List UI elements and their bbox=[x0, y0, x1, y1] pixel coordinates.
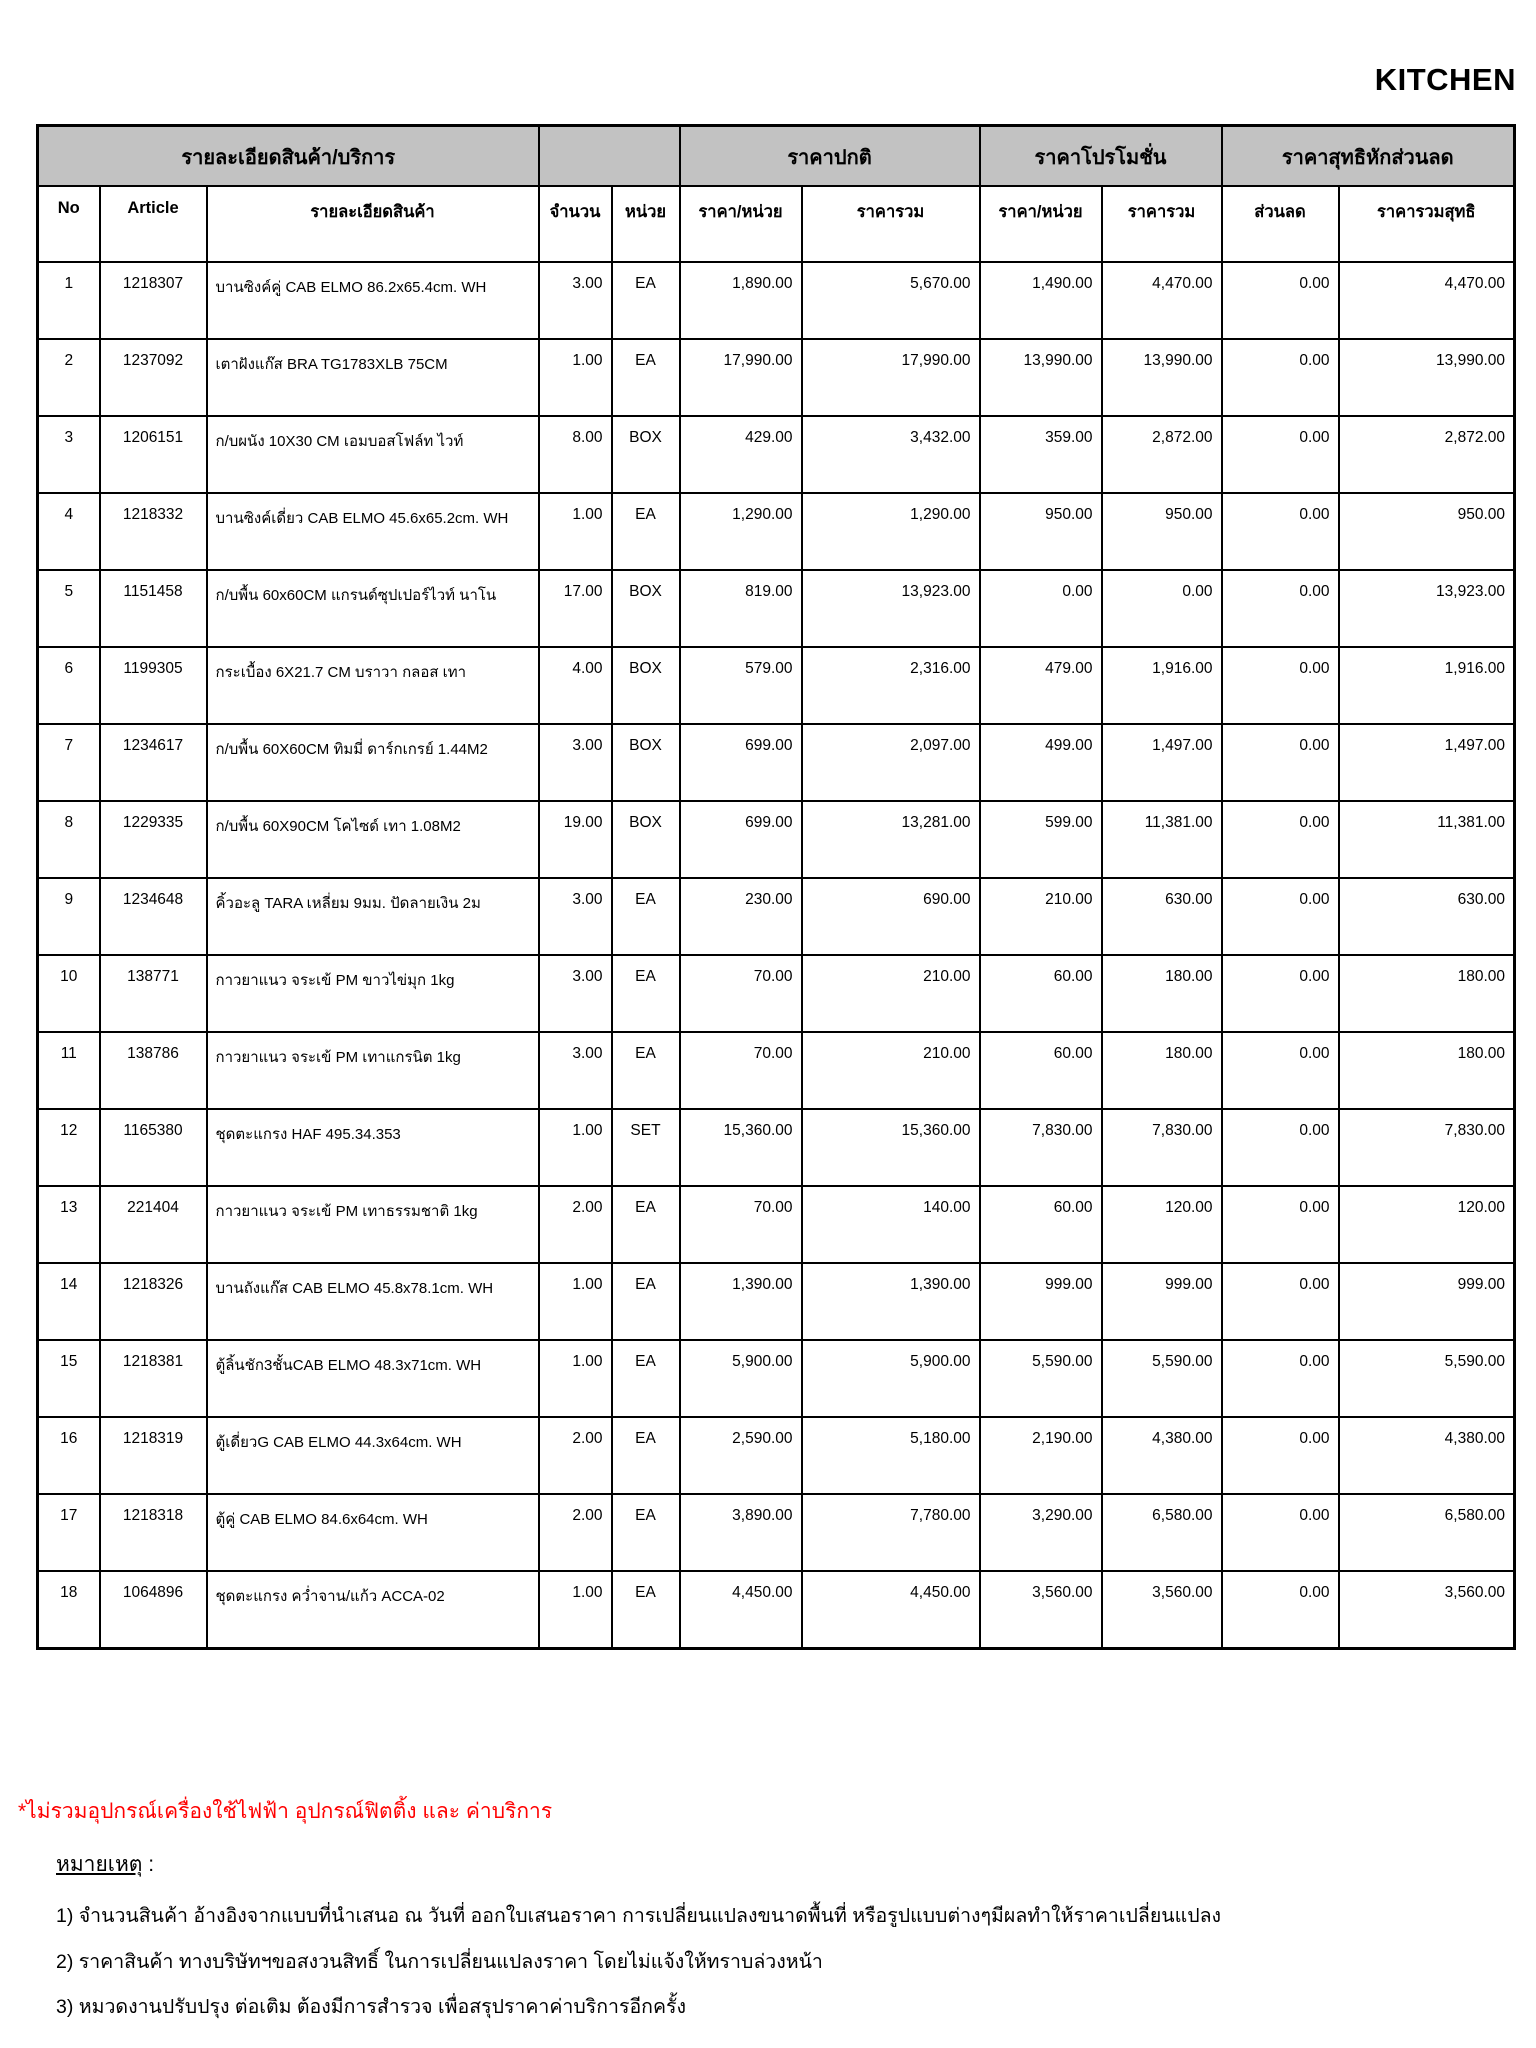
cell-normal-unit: 230.00 bbox=[680, 878, 802, 955]
cell-normal-total: 15,360.00 bbox=[802, 1109, 980, 1186]
cell-promo-total: 7,830.00 bbox=[1102, 1109, 1222, 1186]
cell-no: 17 bbox=[38, 1494, 100, 1571]
cell-normal-total: 210.00 bbox=[802, 955, 980, 1032]
cell-no: 12 bbox=[38, 1109, 100, 1186]
cell-qty: 3.00 bbox=[539, 878, 612, 955]
cell-article: 1218326 bbox=[100, 1263, 207, 1340]
page-title: KITCHEN bbox=[1374, 62, 1516, 97]
group-header-net-price: ราคาสุทธิหักส่วนลด bbox=[1222, 126, 1515, 187]
cell-article: 1218318 bbox=[100, 1494, 207, 1571]
cell-qty: 4.00 bbox=[539, 647, 612, 724]
cell-unit: EA bbox=[612, 955, 680, 1032]
quotation-table bbox=[36, 124, 1516, 1650]
cell-description: กาวยาแนว จระเข้ PM เทาแกรนิต 1kg bbox=[207, 1032, 539, 1109]
cell-promo-total: 1,916.00 bbox=[1102, 647, 1222, 724]
cell-discount: 0.00 bbox=[1222, 1109, 1339, 1186]
cell-qty: 3.00 bbox=[539, 724, 612, 801]
cell-promo-unit: 60.00 bbox=[980, 1186, 1102, 1263]
cell-net-total: 180.00 bbox=[1339, 955, 1515, 1032]
table-row bbox=[38, 1032, 1515, 1109]
cell-net-total: 630.00 bbox=[1339, 878, 1515, 955]
cell-promo-total: 13,990.00 bbox=[1102, 339, 1222, 416]
column-header-description: รายละเอียดสินค้า bbox=[207, 186, 539, 262]
table-row bbox=[38, 1263, 1515, 1340]
cell-no: 8 bbox=[38, 801, 100, 878]
cell-article: 1218332 bbox=[100, 493, 207, 570]
cell-normal-unit: 699.00 bbox=[680, 724, 802, 801]
cell-unit: EA bbox=[612, 1417, 680, 1494]
cell-normal-total: 1,390.00 bbox=[802, 1263, 980, 1340]
cell-promo-unit: 3,290.00 bbox=[980, 1494, 1102, 1571]
remark-heading bbox=[56, 1848, 154, 1881]
remark-item-1: 1) จำนวนสินค้า อ้างอิงจากแบบที่นำเสนอ ณ วันที่ ออกใบเสนอราคา การเปลี่ยนแปลงขนาดพื้นที่ หรือรูปแบบต่างๆมีผลทำให้ราคาเปลี่ยนแปลง bbox=[56, 1905, 1222, 1927]
cell-net-total: 11,381.00 bbox=[1339, 801, 1515, 878]
cell-normal-unit: 429.00 bbox=[680, 416, 802, 493]
cell-normal-unit: 4,450.00 bbox=[680, 1571, 802, 1649]
cell-promo-unit: 2,190.00 bbox=[980, 1417, 1102, 1494]
cell-normal-total: 5,670.00 bbox=[802, 262, 980, 339]
cell-promo-unit: 599.00 bbox=[980, 801, 1102, 878]
column-header-normal-total: ราคารวม bbox=[802, 186, 980, 262]
cell-unit: EA bbox=[612, 262, 680, 339]
cell-promo-unit: 359.00 bbox=[980, 416, 1102, 493]
cell-normal-unit: 5,900.00 bbox=[680, 1340, 802, 1417]
cell-qty: 8.00 bbox=[539, 416, 612, 493]
cell-promo-total: 4,470.00 bbox=[1102, 262, 1222, 339]
cell-unit: EA bbox=[612, 339, 680, 416]
cell-normal-unit: 1,390.00 bbox=[680, 1263, 802, 1340]
cell-net-total: 7,830.00 bbox=[1339, 1109, 1515, 1186]
column-header-normal-unit-price: ราคา/หน่วย bbox=[680, 186, 802, 262]
cell-promo-total: 1,497.00 bbox=[1102, 724, 1222, 801]
cell-no: 11 bbox=[38, 1032, 100, 1109]
cell-qty: 1.00 bbox=[539, 1571, 612, 1649]
cell-no: 6 bbox=[38, 647, 100, 724]
column-header-article: Article bbox=[100, 186, 207, 262]
cell-unit: EA bbox=[612, 1186, 680, 1263]
cell-discount: 0.00 bbox=[1222, 955, 1339, 1032]
cell-promo-unit: 5,590.00 bbox=[980, 1340, 1102, 1417]
cell-normal-unit: 2,590.00 bbox=[680, 1417, 802, 1494]
cell-normal-unit: 15,360.00 bbox=[680, 1109, 802, 1186]
cell-no: 4 bbox=[38, 493, 100, 570]
cell-discount: 0.00 bbox=[1222, 647, 1339, 724]
cell-promo-unit: 0.00 bbox=[980, 570, 1102, 647]
cell-net-total: 4,470.00 bbox=[1339, 262, 1515, 339]
cell-description: ตู้เดี่ยวG CAB ELMO 44.3x64cm. WH bbox=[207, 1417, 539, 1494]
remark-item-3: 3) หมวดงานปรับปรุง ต่อเติม ต้องมีการสำรวจ เพื่อสรุปราคาค่าบริการอีกครั้ง bbox=[56, 1996, 687, 2018]
group-header-promo-price: ราคาโปรโมชั่น bbox=[980, 126, 1222, 187]
cell-promo-total: 2,872.00 bbox=[1102, 416, 1222, 493]
cell-net-total: 6,580.00 bbox=[1339, 1494, 1515, 1571]
cell-promo-unit: 210.00 bbox=[980, 878, 1102, 955]
cell-normal-total: 13,923.00 bbox=[802, 570, 980, 647]
cell-description: ชุดตะแกรง คว่ำจาน/แก้ว ACCA-02 bbox=[207, 1571, 539, 1649]
cell-net-total: 950.00 bbox=[1339, 493, 1515, 570]
cell-qty: 3.00 bbox=[539, 1032, 612, 1109]
cell-article: 1229335 bbox=[100, 801, 207, 878]
cell-qty: 2.00 bbox=[539, 1417, 612, 1494]
cell-discount: 0.00 bbox=[1222, 416, 1339, 493]
group-header-normal-price: ราคาปกติ bbox=[680, 126, 980, 187]
cell-net-total: 5,590.00 bbox=[1339, 1340, 1515, 1417]
cell-no: 9 bbox=[38, 878, 100, 955]
cell-discount: 0.00 bbox=[1222, 878, 1339, 955]
cell-unit: BOX bbox=[612, 647, 680, 724]
cell-promo-unit: 60.00 bbox=[980, 1032, 1102, 1109]
cell-normal-total: 4,450.00 bbox=[802, 1571, 980, 1649]
table-row bbox=[38, 1340, 1515, 1417]
cell-description: ตู้คู่ CAB ELMO 84.6x64cm. WH bbox=[207, 1494, 539, 1571]
cell-promo-unit: 13,990.00 bbox=[980, 339, 1102, 416]
table-row bbox=[38, 339, 1515, 416]
cell-description: บานซิงค์เดี่ยว CAB ELMO 45.6x65.2cm. WH bbox=[207, 493, 539, 570]
cell-promo-total: 6,580.00 bbox=[1102, 1494, 1222, 1571]
cell-description: กระเบื้อง 6X21.7 CM บราวา กลอส เทา bbox=[207, 647, 539, 724]
cell-discount: 0.00 bbox=[1222, 724, 1339, 801]
group-header-spacer bbox=[539, 126, 680, 187]
cell-normal-unit: 3,890.00 bbox=[680, 1494, 802, 1571]
table-row bbox=[38, 801, 1515, 878]
cell-promo-total: 180.00 bbox=[1102, 1032, 1222, 1109]
cell-article: 1237092 bbox=[100, 339, 207, 416]
cell-unit: EA bbox=[612, 1571, 680, 1649]
cell-no: 14 bbox=[38, 1263, 100, 1340]
cell-normal-unit: 699.00 bbox=[680, 801, 802, 878]
remark-colon: : bbox=[142, 1853, 155, 1876]
cell-qty: 19.00 bbox=[539, 801, 612, 878]
cell-no: 1 bbox=[38, 262, 100, 339]
column-header-net-total: ราคารวมสุทธิ bbox=[1339, 186, 1515, 262]
cell-no: 13 bbox=[38, 1186, 100, 1263]
exclusion-note: *ไม่รวมอุปกรณ์เครื่องใช้ไฟฟ้า อุปกรณ์ฟิตติ้ง และ ค่าบริการ bbox=[18, 1800, 553, 1823]
cell-article: 1151458 bbox=[100, 570, 207, 647]
cell-promo-total: 11,381.00 bbox=[1102, 801, 1222, 878]
cell-normal-total: 13,281.00 bbox=[802, 801, 980, 878]
column-header-no: No bbox=[38, 186, 100, 262]
cell-net-total: 120.00 bbox=[1339, 1186, 1515, 1263]
cell-discount: 0.00 bbox=[1222, 1571, 1339, 1649]
table-row bbox=[38, 1186, 1515, 1263]
cell-unit: EA bbox=[612, 1263, 680, 1340]
cell-qty: 2.00 bbox=[539, 1494, 612, 1571]
cell-normal-total: 5,900.00 bbox=[802, 1340, 980, 1417]
cell-description: กาวยาแนว จระเข้ PM ขาวไข่มุก 1kg bbox=[207, 955, 539, 1032]
table-row bbox=[38, 878, 1515, 955]
cell-description: คิ้วอะลู TARA เหลี่ยม 9มม. ปัดลายเงิน 2ม bbox=[207, 878, 539, 955]
table-row bbox=[38, 1109, 1515, 1186]
cell-unit: EA bbox=[612, 1340, 680, 1417]
cell-qty: 1.00 bbox=[539, 1263, 612, 1340]
cell-no: 16 bbox=[38, 1417, 100, 1494]
cell-net-total: 4,380.00 bbox=[1339, 1417, 1515, 1494]
cell-unit: BOX bbox=[612, 724, 680, 801]
cell-unit: BOX bbox=[612, 416, 680, 493]
table-row bbox=[38, 416, 1515, 493]
cell-discount: 0.00 bbox=[1222, 1032, 1339, 1109]
table-row bbox=[38, 647, 1515, 724]
cell-promo-unit: 950.00 bbox=[980, 493, 1102, 570]
cell-normal-unit: 17,990.00 bbox=[680, 339, 802, 416]
cell-promo-unit: 3,560.00 bbox=[980, 1571, 1102, 1649]
cell-qty: 3.00 bbox=[539, 955, 612, 1032]
cell-qty: 17.00 bbox=[539, 570, 612, 647]
cell-qty: 2.00 bbox=[539, 1186, 612, 1263]
cell-qty: 1.00 bbox=[539, 1340, 612, 1417]
cell-promo-unit: 999.00 bbox=[980, 1263, 1102, 1340]
cell-normal-total: 3,432.00 bbox=[802, 416, 980, 493]
cell-normal-total: 2,316.00 bbox=[802, 647, 980, 724]
table-row bbox=[38, 1571, 1515, 1649]
cell-no: 5 bbox=[38, 570, 100, 647]
cell-qty: 1.00 bbox=[539, 493, 612, 570]
cell-no: 18 bbox=[38, 1571, 100, 1649]
table-row bbox=[38, 493, 1515, 570]
cell-article: 1064896 bbox=[100, 1571, 207, 1649]
cell-no: 7 bbox=[38, 724, 100, 801]
column-header-discount: ส่วนลด bbox=[1222, 186, 1339, 262]
cell-unit: SET bbox=[612, 1109, 680, 1186]
column-header-row bbox=[38, 186, 1515, 262]
cell-promo-total: 4,380.00 bbox=[1102, 1417, 1222, 1494]
remark-label: หมายเหตุ bbox=[56, 1853, 143, 1876]
table-row bbox=[38, 955, 1515, 1032]
cell-unit: EA bbox=[612, 878, 680, 955]
cell-normal-unit: 1,290.00 bbox=[680, 493, 802, 570]
cell-discount: 0.00 bbox=[1222, 801, 1339, 878]
cell-discount: 0.00 bbox=[1222, 339, 1339, 416]
cell-normal-unit: 819.00 bbox=[680, 570, 802, 647]
cell-discount: 0.00 bbox=[1222, 262, 1339, 339]
cell-promo-unit: 479.00 bbox=[980, 647, 1102, 724]
cell-description: ก/บพื้น 60X60CM ทิมมี่ ดาร์กเกรย์ 1.44M2 bbox=[207, 724, 539, 801]
table-body bbox=[38, 262, 1515, 1649]
cell-unit: BOX bbox=[612, 801, 680, 878]
cell-normal-unit: 579.00 bbox=[680, 647, 802, 724]
cell-description: ก/บผนัง 10X30 CM เอมบอสโฟล์ท ไวท์ bbox=[207, 416, 539, 493]
cell-discount: 0.00 bbox=[1222, 570, 1339, 647]
cell-net-total: 2,872.00 bbox=[1339, 416, 1515, 493]
cell-article: 138786 bbox=[100, 1032, 207, 1109]
cell-discount: 0.00 bbox=[1222, 1417, 1339, 1494]
cell-net-total: 13,923.00 bbox=[1339, 570, 1515, 647]
cell-description: ก/บพื้น 60x60CM แกรนด์ซุปเปอร์ไวท์ นาโน bbox=[207, 570, 539, 647]
column-header-unit: หน่วย bbox=[612, 186, 680, 262]
cell-promo-unit: 499.00 bbox=[980, 724, 1102, 801]
cell-description: เตาฝังแก๊ส BRA TG1783XLB 75CM bbox=[207, 339, 539, 416]
cell-normal-total: 1,290.00 bbox=[802, 493, 980, 570]
cell-promo-total: 3,560.00 bbox=[1102, 1571, 1222, 1649]
table-row bbox=[38, 724, 1515, 801]
cell-qty: 1.00 bbox=[539, 339, 612, 416]
cell-article: 1218319 bbox=[100, 1417, 207, 1494]
cell-discount: 0.00 bbox=[1222, 493, 1339, 570]
cell-discount: 0.00 bbox=[1222, 1186, 1339, 1263]
column-header-qty: จำนวน bbox=[539, 186, 612, 262]
cell-normal-total: 17,990.00 bbox=[802, 339, 980, 416]
cell-normal-total: 690.00 bbox=[802, 878, 980, 955]
cell-article: 1206151 bbox=[100, 416, 207, 493]
cell-description: ตู้ลิ้นชัก3ชั้นCAB ELMO 48.3x71cm. WH bbox=[207, 1340, 539, 1417]
cell-net-total: 13,990.00 bbox=[1339, 339, 1515, 416]
cell-net-total: 999.00 bbox=[1339, 1263, 1515, 1340]
cell-article: 221404 bbox=[100, 1186, 207, 1263]
cell-promo-total: 180.00 bbox=[1102, 955, 1222, 1032]
cell-no: 15 bbox=[38, 1340, 100, 1417]
cell-qty: 1.00 bbox=[539, 1109, 612, 1186]
cell-no: 3 bbox=[38, 416, 100, 493]
cell-net-total: 3,560.00 bbox=[1339, 1571, 1515, 1649]
cell-description: ชุดตะแกรง HAF 495.34.353 bbox=[207, 1109, 539, 1186]
cell-unit: BOX bbox=[612, 570, 680, 647]
cell-promo-total: 5,590.00 bbox=[1102, 1340, 1222, 1417]
cell-article: 1199305 bbox=[100, 647, 207, 724]
cell-promo-unit: 7,830.00 bbox=[980, 1109, 1102, 1186]
group-header-row bbox=[38, 126, 1515, 187]
table-row bbox=[38, 1494, 1515, 1571]
cell-article: 1218381 bbox=[100, 1340, 207, 1417]
cell-normal-total: 210.00 bbox=[802, 1032, 980, 1109]
cell-description: กาวยาแนว จระเข้ PM เทาธรรมชาติ 1kg bbox=[207, 1186, 539, 1263]
column-header-promo-unit-price: ราคา/หน่วย bbox=[980, 186, 1102, 262]
table-row bbox=[38, 1417, 1515, 1494]
cell-normal-total: 5,180.00 bbox=[802, 1417, 980, 1494]
cell-promo-total: 950.00 bbox=[1102, 493, 1222, 570]
column-header-promo-total: ราคารวม bbox=[1102, 186, 1222, 262]
table-row bbox=[38, 262, 1515, 339]
cell-discount: 0.00 bbox=[1222, 1263, 1339, 1340]
cell-normal-total: 7,780.00 bbox=[802, 1494, 980, 1571]
remark-item-2: 2) ราคาสินค้า ทางบริษัทฯขอสงวนสิทธิ์ ในการเปลี่ยนแปลงราคา โดยไม่แจ้งให้ทราบล่วงหน้า bbox=[56, 1951, 823, 1973]
cell-normal-unit: 1,890.00 bbox=[680, 262, 802, 339]
cell-article: 1165380 bbox=[100, 1109, 207, 1186]
cell-normal-total: 2,097.00 bbox=[802, 724, 980, 801]
cell-promo-total: 0.00 bbox=[1102, 570, 1222, 647]
cell-net-total: 1,916.00 bbox=[1339, 647, 1515, 724]
cell-discount: 0.00 bbox=[1222, 1494, 1339, 1571]
cell-promo-unit: 60.00 bbox=[980, 955, 1102, 1032]
cell-normal-unit: 70.00 bbox=[680, 1186, 802, 1263]
table-row bbox=[38, 570, 1515, 647]
cell-description: ก/บพื้น 60X90CM โคไซด์ เทา 1.08M2 bbox=[207, 801, 539, 878]
cell-no: 10 bbox=[38, 955, 100, 1032]
cell-promo-total: 999.00 bbox=[1102, 1263, 1222, 1340]
cell-description: บานถังแก๊ส CAB ELMO 45.8x78.1cm. WH bbox=[207, 1263, 539, 1340]
cell-normal-unit: 70.00 bbox=[680, 1032, 802, 1109]
cell-promo-unit: 1,490.00 bbox=[980, 262, 1102, 339]
cell-no: 2 bbox=[38, 339, 100, 416]
cell-article: 1234648 bbox=[100, 878, 207, 955]
cell-unit: EA bbox=[612, 1494, 680, 1571]
cell-net-total: 1,497.00 bbox=[1339, 724, 1515, 801]
cell-discount: 0.00 bbox=[1222, 1340, 1339, 1417]
cell-normal-total: 140.00 bbox=[802, 1186, 980, 1263]
cell-unit: EA bbox=[612, 1032, 680, 1109]
cell-article: 1218307 bbox=[100, 262, 207, 339]
cell-promo-total: 120.00 bbox=[1102, 1186, 1222, 1263]
cell-qty: 3.00 bbox=[539, 262, 612, 339]
cell-net-total: 180.00 bbox=[1339, 1032, 1515, 1109]
cell-article: 138771 bbox=[100, 955, 207, 1032]
cell-description: บานซิงค์คู่ CAB ELMO 86.2x65.4cm. WH bbox=[207, 262, 539, 339]
group-header-details: รายละเอียดสินค้า/บริการ bbox=[38, 126, 539, 187]
cell-promo-total: 630.00 bbox=[1102, 878, 1222, 955]
cell-unit: EA bbox=[612, 493, 680, 570]
cell-article: 1234617 bbox=[100, 724, 207, 801]
cell-normal-unit: 70.00 bbox=[680, 955, 802, 1032]
